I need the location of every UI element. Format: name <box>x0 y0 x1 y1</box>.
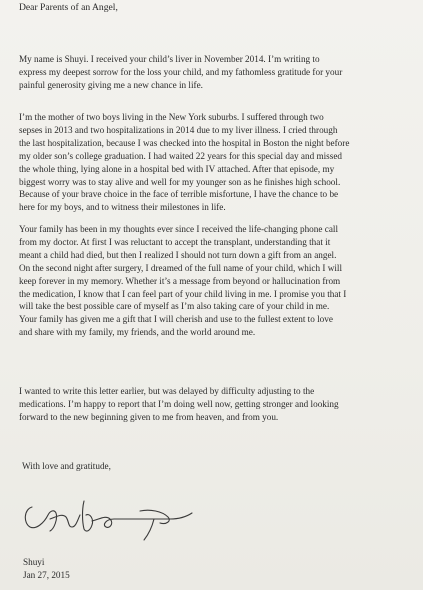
paragraph-line: painful generosity giving me a new chance in life. <box>19 79 203 90</box>
paragraph-line: forward to the new beginning given to me from heaven, and from you. <box>19 411 279 422</box>
paragraph-line: biggest worry was to stay alive and well for my younger son as he finishes high school. <box>19 176 341 187</box>
paragraph-line: Your family has been in my thoughts ever since I received the life-changing phone call <box>19 224 338 234</box>
paragraph-line: the last hospitalization, because I was checked into the hospital in Boston the night before <box>19 137 350 148</box>
paragraph-line: my older son’s college graduation. I had waited 22 years for this special day and missed <box>19 150 343 161</box>
paragraph-line: My name is Shuyi. I received your child’s liver in November 2014. I’m writing to <box>19 54 320 64</box>
paragraph-line: medications. I’m happy to report that I’m doing well now, getting stronger and looking <box>19 398 339 409</box>
paragraph-intro <box>19 53 417 92</box>
paragraph-line: from my doctor. At first I was reluctant to accept the transplant, understanding that it <box>19 236 331 247</box>
paragraph-line: here for my boys, and to witness their milestones in life. <box>19 202 226 213</box>
paragraph-update <box>19 385 417 424</box>
paragraph-line: express my deepest sorrow for the loss your child, and my fathomless gratitude for your <box>19 66 343 77</box>
paragraph-line: and share with my family, my friends, and the world around me. <box>19 327 256 338</box>
paragraph-line: On the second night after surgery, I dreamed of the full name of your child, which I will <box>19 262 342 273</box>
paragraph-line: Your family has given me a gift that I will cherish and use to the fullest extent to love <box>19 314 333 325</box>
closing-line: With love and gratitude, <box>22 461 111 471</box>
paragraph-line: the medication, I know that I can feel part of your child living in me. I promise you that I <box>19 288 347 299</box>
handwritten-signature-icon <box>20 497 200 542</box>
paragraph-line: will take the best possible care of myself as I’m also taking care of your child in me. <box>19 301 330 312</box>
paragraph-line: Because of your brave choice in the face of terrible misfortune, I have the chance to be <box>19 189 339 200</box>
paragraph-line: I wanted to write this letter earlier, but was delayed by difficulty adjusting to the <box>19 386 315 396</box>
paragraph-family-story <box>19 111 417 214</box>
paragraph-gratitude <box>19 223 417 339</box>
paragraph-line: I’m the mother of two boys living in the New York suburbs. I suffered through two <box>19 112 324 122</box>
paragraph-line: keep forever in my memory. Whether it’s a message from beyond or hallucination from <box>19 275 341 286</box>
letter-date: Jan 27, 2015 <box>23 570 70 580</box>
paragraph-line: the whole thing, lying alone in a hospital bed with IV attached. After that episode, my <box>19 163 335 174</box>
signer-name: Shuyi <box>23 557 45 567</box>
paragraph-line: meant a child had died, but then I realized I should not turn down a gift from an angel. <box>19 249 337 260</box>
salutation: Dear Parents of an Angel, <box>19 2 118 13</box>
paragraph-line: sepses in 2013 and two hospitalizations in 2014 due to my liver illness. I cried through <box>19 124 338 135</box>
